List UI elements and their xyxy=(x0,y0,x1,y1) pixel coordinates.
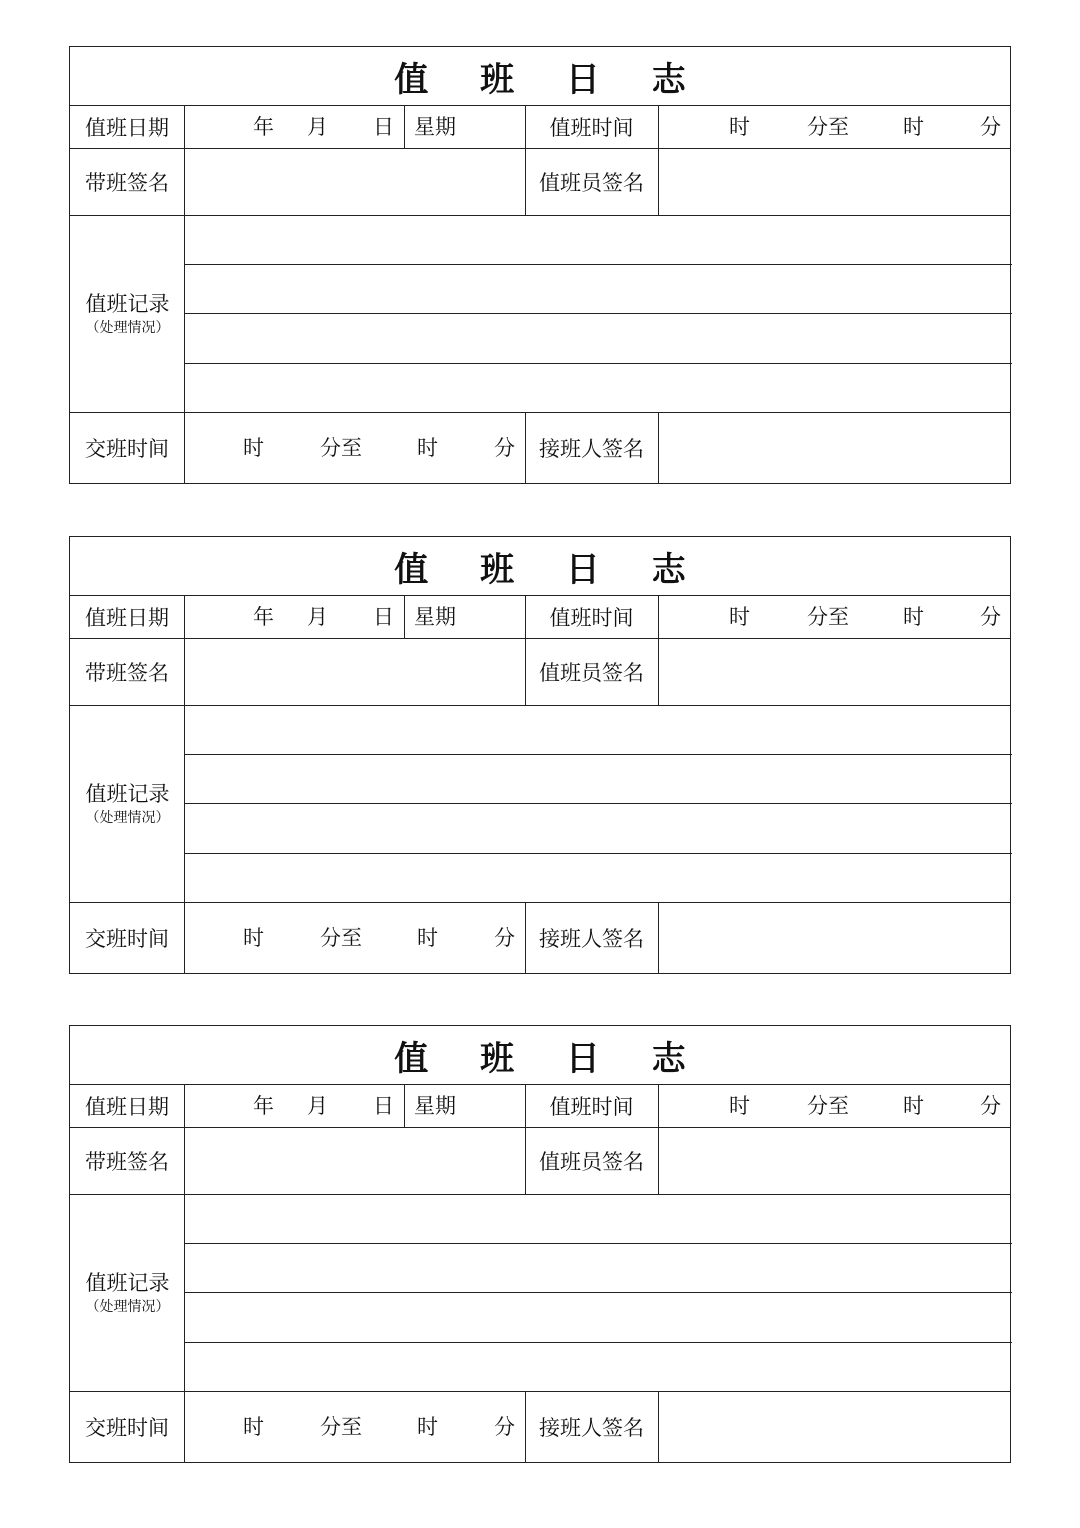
duty-minute-end-label: 分 xyxy=(980,115,1001,139)
record-label-group xyxy=(70,1194,185,1391)
divider xyxy=(658,1084,659,1194)
year-label: 年 xyxy=(253,1094,274,1118)
handover-hour-end-label: 时 xyxy=(417,436,438,460)
duty-hour-end-label: 时 xyxy=(903,115,924,139)
receiver-sign-label: 接班人签名 xyxy=(539,926,644,951)
form-title: 值 班 日 志 xyxy=(394,549,706,590)
handover-minute-to-label: 分至 xyxy=(320,926,362,950)
divider xyxy=(658,412,659,483)
handover-minute-to-label: 分至 xyxy=(320,1415,362,1439)
divider xyxy=(185,1292,1012,1293)
duty-hour-end-label: 时 xyxy=(903,605,924,629)
divider xyxy=(70,1194,1010,1195)
handover-time-label: 交班时间 xyxy=(85,436,169,461)
leader-sign-field[interactable] xyxy=(186,1129,524,1193)
handover-minute-end-label: 分 xyxy=(494,926,515,950)
month-label: 月 xyxy=(307,605,328,629)
duty-hour-start-label: 时 xyxy=(729,115,750,139)
divider xyxy=(658,595,659,705)
day-label: 日 xyxy=(373,605,394,629)
duty-time-label: 值班时间 xyxy=(549,1094,634,1119)
divider xyxy=(70,705,1010,706)
handover-minute-end-label: 分 xyxy=(494,1415,515,1439)
duty-hour-end-label: 时 xyxy=(903,1094,924,1118)
leader-sign-label: 带班签名 xyxy=(85,660,169,685)
record-line[interactable] xyxy=(186,217,1010,263)
duty-minute-to-label: 分至 xyxy=(807,605,849,629)
divider xyxy=(185,1342,1012,1343)
month-label: 月 xyxy=(307,115,328,139)
duty-minute-end-label: 分 xyxy=(980,1094,1001,1118)
divider xyxy=(185,313,1012,314)
divider xyxy=(658,105,659,215)
handover-hour-end-label: 时 xyxy=(417,1415,438,1439)
record-line[interactable] xyxy=(186,1245,1010,1291)
handover-minute-to-label: 分至 xyxy=(320,436,362,460)
divider xyxy=(185,853,1012,854)
year-label: 年 xyxy=(253,115,274,139)
handover-hour-end-label: 时 xyxy=(417,926,438,950)
record-line[interactable] xyxy=(186,1294,1010,1341)
duty-date-field[interactable] xyxy=(186,597,403,637)
divider xyxy=(404,105,405,148)
record-line[interactable] xyxy=(186,707,1010,753)
divider xyxy=(658,1391,659,1462)
divider xyxy=(70,215,1010,216)
receiver-sign-field[interactable] xyxy=(660,1393,1010,1461)
duty-log-form xyxy=(69,536,1011,974)
duty-minute-end-label: 分 xyxy=(980,605,1001,629)
divider xyxy=(185,803,1012,804)
duty-date-field[interactable] xyxy=(186,107,403,147)
day-label: 日 xyxy=(373,115,394,139)
record-sublabel: （处理情况） xyxy=(85,1298,170,1315)
duty-date-label: 值班日期 xyxy=(85,605,169,630)
record-label-group xyxy=(70,215,185,412)
staff-sign-label: 值班员签名 xyxy=(539,660,644,685)
duty-hour-start-label: 时 xyxy=(729,605,750,629)
staff-sign-label: 值班员签名 xyxy=(539,1149,644,1174)
divider xyxy=(185,754,1012,755)
record-line[interactable] xyxy=(186,756,1010,802)
duty-log-form xyxy=(69,1025,1011,1463)
handover-hour-start-label: 时 xyxy=(243,436,264,460)
handover-time-label: 交班时间 xyxy=(85,1415,169,1440)
weekday-label: 星期 xyxy=(414,605,456,629)
day-label: 日 xyxy=(373,1094,394,1118)
duty-date-label: 值班日期 xyxy=(85,1094,169,1119)
receiver-sign-field[interactable] xyxy=(660,414,1010,482)
receiver-sign-label: 接班人签名 xyxy=(539,1415,644,1440)
handover-minute-end-label: 分 xyxy=(494,436,515,460)
weekday-label: 星期 xyxy=(414,115,456,139)
leader-sign-field[interactable] xyxy=(186,640,524,704)
record-label: 值班记录 xyxy=(85,291,170,316)
weekday-label: 星期 xyxy=(414,1094,456,1118)
form-title: 值 班 日 志 xyxy=(394,1038,706,1079)
record-line[interactable] xyxy=(186,1344,1010,1390)
record-line[interactable] xyxy=(186,315,1010,362)
duty-minute-to-label: 分至 xyxy=(807,1094,849,1118)
duty-log-form xyxy=(69,46,1011,484)
handover-time-label: 交班时间 xyxy=(85,926,169,951)
divider xyxy=(185,264,1012,265)
divider xyxy=(185,363,1012,364)
receiver-sign-field[interactable] xyxy=(660,904,1010,972)
record-label: 值班记录 xyxy=(85,1270,170,1295)
duty-minute-to-label: 分至 xyxy=(807,115,849,139)
divider xyxy=(404,595,405,638)
duty-date-label: 值班日期 xyxy=(85,115,169,140)
record-line[interactable] xyxy=(186,266,1010,312)
divider xyxy=(404,1084,405,1127)
duty-time-label: 值班时间 xyxy=(549,605,634,630)
record-line[interactable] xyxy=(186,1196,1010,1242)
duty-hour-start-label: 时 xyxy=(729,1094,750,1118)
record-label: 值班记录 xyxy=(85,781,170,806)
handover-hour-start-label: 时 xyxy=(243,1415,264,1439)
record-sublabel: （处理情况） xyxy=(85,319,170,336)
record-label-group xyxy=(70,705,185,902)
divider xyxy=(658,902,659,973)
month-label: 月 xyxy=(307,1094,328,1118)
year-label: 年 xyxy=(253,605,274,629)
duty-date-field[interactable] xyxy=(186,1086,403,1126)
record-line[interactable] xyxy=(186,805,1010,852)
record-line[interactable] xyxy=(186,365,1010,411)
form-title: 值 班 日 志 xyxy=(394,59,706,100)
divider xyxy=(185,1243,1012,1244)
receiver-sign-label: 接班人签名 xyxy=(539,436,644,461)
staff-sign-field[interactable] xyxy=(660,150,1010,214)
record-line[interactable] xyxy=(186,855,1010,901)
leader-sign-label: 带班签名 xyxy=(85,170,169,195)
leader-sign-field[interactable] xyxy=(186,150,524,214)
staff-sign-field[interactable] xyxy=(660,1129,1010,1193)
handover-hour-start-label: 时 xyxy=(243,926,264,950)
leader-sign-label: 带班签名 xyxy=(85,1149,169,1174)
duty-time-label: 值班时间 xyxy=(549,115,634,140)
record-sublabel: （处理情况） xyxy=(85,809,170,826)
staff-sign-label: 值班员签名 xyxy=(539,170,644,195)
staff-sign-field[interactable] xyxy=(660,640,1010,704)
